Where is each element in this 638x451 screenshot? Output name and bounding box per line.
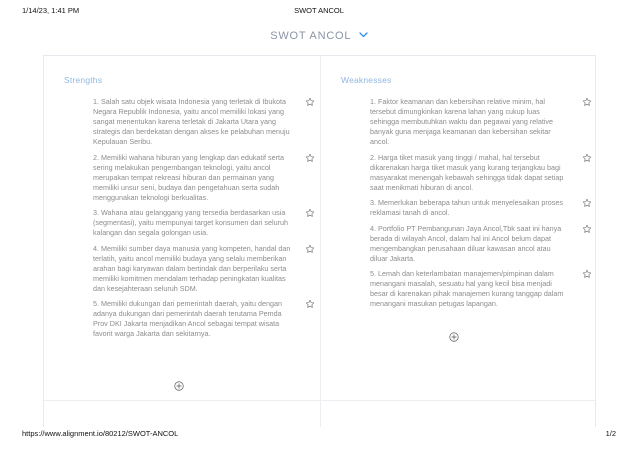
swot-board [43,55,596,427]
weakness-item[interactable] [370,153,592,193]
star-icon[interactable] [582,269,592,279]
strength-item[interactable] [93,97,315,147]
weakness-item[interactable] [370,198,592,218]
star-icon[interactable] [582,198,592,208]
print-header [0,6,638,18]
strengths-quadrant [44,56,320,400]
strength-item[interactable] [93,153,315,203]
item-text: 1. Salah satu objek wisata Indonesia yang terletak di Ibukota Negara Republik Indonesia, yaitu ancol memiliki lokasi yang sangat menentukan karena terletak di Jakarta Utara yang strategis dan berdekatan dengan akses ke pelabuhan menuju Kepulauan Seribu. [93,97,290,146]
weakness-item[interactable] [370,97,592,147]
weaknesses-list [370,97,592,315]
item-text: 3. Memerlukan beberapa tahun untuk menyelesaikan proses reklamasi tanah di ancol. [370,198,563,217]
print-page-number: 1/2 [605,429,616,438]
star-icon[interactable] [582,224,592,234]
weakness-item[interactable] [370,269,592,309]
item-text: 5. Lemah dan keterlambatan manajemen/pimpinan dalam menangani masalah, sesuatu hal yang kecil bisa menjadi besar di karenakan pihak manajemen kurang tanggap dalam menangani masukan petugas lapangan. [370,269,564,308]
chevron-down-icon [359,32,368,38]
weaknesses-heading: Weaknesses [341,75,392,85]
strengths-list [93,97,315,345]
add-strength-button[interactable] [174,381,184,391]
weaknesses-quadrant [321,56,597,400]
star-icon[interactable] [305,244,315,254]
board-title: SWOT ANCOL [270,30,351,42]
star-icon[interactable] [305,299,315,309]
star-icon[interactable] [305,153,315,163]
item-text: 3. Wahana atau gelanggang yang tersedia berdasarkan usia (segmentasi), yaitu mempunyai target konsumen dari seluruh kalangan dan segala golongan usia. [93,208,288,237]
strength-item[interactable] [93,208,315,238]
strength-item[interactable] [93,244,315,294]
print-footer [0,429,638,441]
star-icon[interactable] [582,97,592,107]
item-text: 2. Memiliki wahana hiburan yang lengkap dan edukatif serta sering melakukan pengembangan teknologi, yaitu ancol merupakan tempat rekreasi hiburan dan permainan yang memiliki unsur seni, budaya dan pengetahuan serta sudah menggunakan teknologi berkualitas. [93,152,284,202]
strengths-heading: Strengths [64,75,103,85]
row-divider [44,400,595,401]
print-url: https://www.alignment.io/80212/SWOT-ANCOL [22,429,179,438]
item-text: 1. Faktor keamanan dan kebersihan relative minim, hal tersebut dimungkinkan karena lahan yang cukup luas sehingga membutuhkan waktu dan pegawai yang relative banyak guna menjaga keamanan dan kebersihan sekitar ancol. [370,97,554,146]
board-title-dropdown[interactable] [0,30,638,42]
weakness-item[interactable] [370,224,592,264]
item-text: 2. Harga tiket masuk yang tinggi / mahal, hal tersebut dikarenakan harga tiket masuk yang kurang terjangkau bagi masyarakat menengah kebawah sehingga tidak dapat setiap saat menikmati hiburan di ancol. [370,152,564,192]
item-text: 4. Portfolio PT Pembangunan Jaya Ancol,Tbk saat ini hanya berada di wilayah Ancol, dalam hal ini Ancol belum dapat mengembangkan perusahaan diluar kawasan ancol atau diluar Jakarta. [370,223,562,263]
strength-item[interactable] [93,299,315,339]
print-datetime: 1/14/23, 1:41 PM [22,6,80,15]
item-text: 4. Memiliki sumber daya manusia yang kompeten, handal dan terlatih, yaitu ancol memiliki budaya yang selalu memberikan arahan bagi karyawan dalam bertindak dan berperilaku serta memiliki komitmen mendalam terhadap peningkatan kualitas dan kesejahteraan seluruh SDM. [93,243,291,293]
star-icon[interactable] [305,97,315,107]
star-icon[interactable] [305,208,315,218]
star-icon[interactable] [582,153,592,163]
add-weakness-button[interactable] [449,332,459,342]
item-text: 5. Memiliki dukungan dari pemerintah daerah, yaitu dengan adanya dukungan dari pemerintah daerah terutama Pemda Prov DKI Jakarta menjadikan Ancol sebagai tempat wisata favorit warga Jakarta dan sekitarnya. [93,299,282,338]
print-title: SWOT ANCOL [294,6,344,15]
